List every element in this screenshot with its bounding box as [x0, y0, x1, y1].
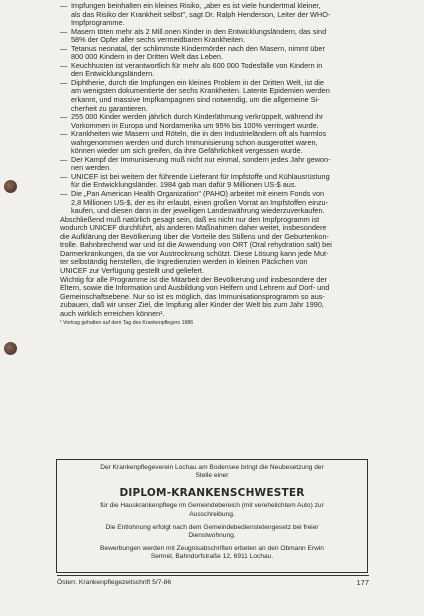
text-line: Gemeinschaftsebene. Nur so ist es möglich, das Immunisationsprogramm so aus- [60, 292, 325, 301]
text-line: Impfprogramme. [71, 19, 125, 28]
text-line: 2,8 Millionen US-$, der es ihr erlaubt, einen großen Vorrat an Impfstoffen einzu- [71, 198, 329, 207]
text-line: Die Entlohnung erfolgt nach dem Gemeindebedienstetengesetz bei freier [105, 523, 319, 531]
bullet-item [60, 113, 382, 130]
ad-intro [57, 464, 367, 480]
text-line: wodurch UNICEF durchführt, als anderen Maßnahmen daher weitet, insbesondere [60, 224, 327, 233]
text-line: Wichtig für alle Programme ist die Mitarbeit der Bevölkerung und insbesondere der [60, 275, 327, 284]
text-line: 58% der Opfer aller sechs vermeidbaren Krankheiten. [71, 36, 245, 45]
footer-rule [57, 575, 369, 576]
text-line: Eltern, sowie die Information und Ausbildung von Helfern und Lehrern auf Dorf- und [60, 284, 330, 293]
closing-paragraph [60, 216, 382, 276]
text-line: können wieder um sich greifen, da ihre Gefährlichkeit vergessen wurde. [71, 147, 303, 156]
text-line: kaufen, und diesen dann in der jeweiligen Landeswährung wiederzuverkaufen. [71, 207, 325, 216]
text-line: — Impfungen beinhalten ein kleines Risiko, „aber es ist viele hundertmal kleiner, [71, 2, 321, 10]
bullet-item [60, 190, 382, 216]
text-line: Stelle einer [195, 472, 229, 480]
text-line: als das Risiko der Krankheit selbst", sagt Dr. Ralph Henderson, Leiter der WHO- [71, 10, 331, 19]
text-line: — Krankheiten wie Masern und Röteln, die in den Industrieländern oft als harmlos [71, 130, 327, 139]
text-line: den Entwicklungsländern. [71, 70, 155, 79]
text-line: Der Krankenpflegeverein Lochau am Bodensee bringt die Neubesetzung der [100, 464, 324, 471]
bullet-item [60, 62, 382, 79]
text-line: 800 000 Kindern in der Dritten Welt das Leben. [71, 53, 223, 62]
text-line: trolle. Bahnbrechend war und ist die Anwendung von ORT (Oral rehydration salt) bei [60, 241, 332, 250]
text-line: — 255 000 Kinder werden jährlich durch Kinderlähmung verkrüppelt, während ihr [71, 113, 324, 122]
punch-hole-bottom [4, 342, 17, 355]
text-line: Bewerbungen werden mit Zeugnisabschriften erbeten an den Obmann Erwin [100, 545, 324, 553]
article-body [60, 2, 382, 327]
page-number: 177 [356, 578, 369, 587]
bullet-item [60, 173, 382, 190]
bullet-list [60, 2, 382, 216]
text-line: — Tetanus neonatal, der schlimmste Kindermörder nach den Masern, nimmt über [71, 44, 325, 53]
text-line: für die Entwicklungsländer. 1984 gab man dafür 9 Millionen US-$ aus. [71, 181, 297, 190]
ad-headline: DIPLOM-KRANKENSCHWESTER [119, 487, 305, 500]
text-line: Dienstwohnung. [188, 532, 236, 540]
text-line: — Der Kampf der Immunisierung muß nicht nur einmal, sondern jedes Jahr gewon- [71, 155, 331, 164]
text-line: Darmerkrankungen, da sie vor Austrocknung schützt. Diese Lösung kann jede Mut- [60, 249, 329, 258]
programs-paragraph [60, 276, 382, 319]
text-line: UNICEF zur Verfügung gestellt und geliefert. [60, 266, 204, 275]
text-line: für die Hauskrankenpflege im Gemeindebereich (mit verehelichtem Auto) zur [100, 502, 324, 510]
text-line: — UNICEF ist bei weitem der führende Lieferant für Impfstoffe und Kühlausrüstung [71, 172, 330, 181]
ad-description [57, 502, 367, 518]
text-line: ter selbständig herstellen, die Ingredienzien werden in kleinen Päckchen von [60, 258, 308, 267]
ad-application [57, 545, 367, 561]
text-line: Semrel, Bahndorfstraße 12, 6911 Lochau. [150, 553, 274, 561]
bullet-item [60, 156, 382, 173]
journal-source: Österr. Krankenpflegezeitschrift 5/7-86 [57, 579, 172, 586]
bullet-item [60, 79, 382, 113]
bullet-item [60, 45, 382, 62]
text-line: Vorkommen in Europa und Nordamerika um 95% bis 100% verringert wurde. [71, 121, 319, 130]
job-advertisement [56, 459, 368, 573]
text-line: am wenigsten dokumentierte der sechs Krankheiten. Latente Epidemien werden [71, 87, 330, 96]
text-line: erkannt, und massive Impfkampagnen sind notwendig, um die allgemeine Si- [71, 96, 320, 105]
text-line: — Keuchhusten ist verantwortlich für mehr als 600 000 Todesfälle von Kindern in [71, 61, 323, 70]
footnote: ¹ Vortrag gehalten auf dem Tag des Krankenpflegers 1986 [60, 320, 194, 327]
bullet-item [60, 130, 382, 156]
bullet-item [60, 28, 382, 45]
text-line: Ausschreibung. [189, 510, 235, 518]
text-line: zubauen, daß wir unser Ziel, die Impfung aller Kinder der Welt bis zum Jahr 1990, [60, 301, 324, 310]
text-line: nen werden. [71, 164, 112, 173]
bullet-item [60, 2, 382, 28]
text-line: wahrgenommen werden und durch Immunisierung schon ausgerottet waren, [71, 138, 318, 147]
text-line: — Die „Pan American Health Organization" (PAHO) arbeitet mit einem Fonds von [71, 190, 325, 199]
text-line: auch wirklich erreichen können¹. [60, 309, 165, 318]
page-footer [57, 575, 369, 587]
text-line: Abschließend muß natürlich gesagt sein, daß es nicht nur den Impfprogramm ist [60, 215, 320, 224]
text-line: cherheit zu garantieren. [71, 104, 148, 113]
text-line: — Diphtherie, durch die Impfungen ein kleines Problem in der Dritten Welt, ist die [71, 78, 324, 87]
punch-hole-top [4, 180, 17, 193]
ad-salary [57, 524, 367, 540]
text-line: — Masern töten mehr als 2 Mill.onen Kinder in den Entwicklungsländern, das sind [71, 27, 327, 36]
text-line: die Aufklärung der Bevölkerung über die Vorteile des Stillens und der Geburtenkon- [60, 232, 329, 241]
